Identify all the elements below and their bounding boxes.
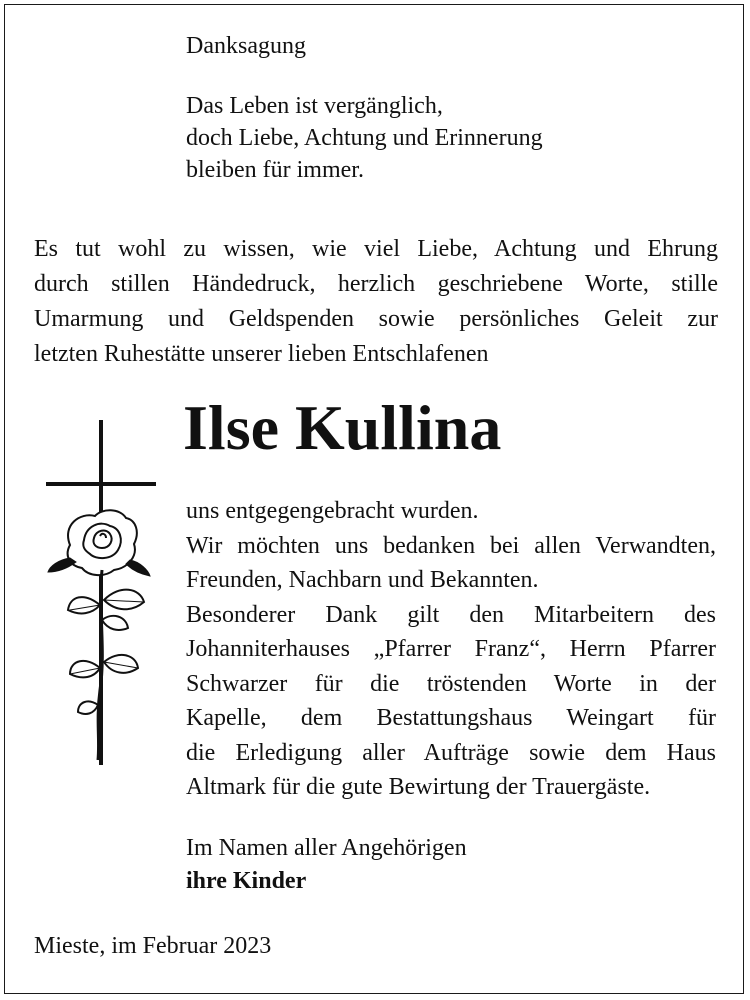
motto-block — [186, 90, 543, 186]
body-line: die Erledigung aller Aufträge sowie dem Haus — [186, 739, 716, 766]
body-line: Wir möchten uns bedanken bei allen Verwandten, — [186, 532, 716, 559]
signature-name: ihre Kinder — [186, 868, 307, 894]
body-line: Schwarzer für die tröstenden Worte in der — [186, 670, 716, 697]
motto-line: bleiben für immer. — [186, 157, 364, 183]
body-line: Johanniterhauses „Pfarrer Franz“, Herrn Pfarrer — [186, 636, 716, 662]
motto-line: doch Liebe, Achtung und Erinnerung — [186, 125, 543, 151]
body-line: Freunden, Nachbarn und Bekannten. — [186, 567, 539, 593]
intro-line: durch stillen Händedruck, herzlich geschriebene Worte, stille — [34, 271, 718, 297]
signature-block — [186, 832, 467, 898]
body-line: Altmark für die gute Bewirtung der Trauergäste. — [186, 774, 651, 800]
body-line: Besonderer Dank gilt den Mitarbeitern des — [186, 601, 716, 628]
place-date: Mieste, im Februar 2023 — [34, 933, 272, 959]
notice-heading: Danksagung — [186, 33, 306, 59]
intro-line: Es tut wohl zu wissen, wie viel Liebe, Achtung und Ehrung — [34, 236, 718, 262]
deceased-name: Ilse Kullina — [183, 392, 502, 463]
intro-line: letzten Ruhestätte unserer lieben Entschlafenen — [34, 341, 489, 367]
thanks-paragraph — [186, 494, 716, 805]
signature-line: Im Namen aller Angehörigen — [186, 835, 467, 861]
cross-with-rose-icon — [40, 420, 165, 765]
body-line: Kapelle, dem Bestattungshaus Weingart für — [186, 705, 716, 731]
body-line: uns entgegengebracht wurden. — [186, 498, 479, 524]
intro-paragraph — [34, 232, 718, 372]
motto-line: Das Leben ist vergänglich, — [186, 93, 443, 119]
intro-line: Umarmung und Geldspenden sowie persönliches Geleit zur — [34, 306, 718, 332]
